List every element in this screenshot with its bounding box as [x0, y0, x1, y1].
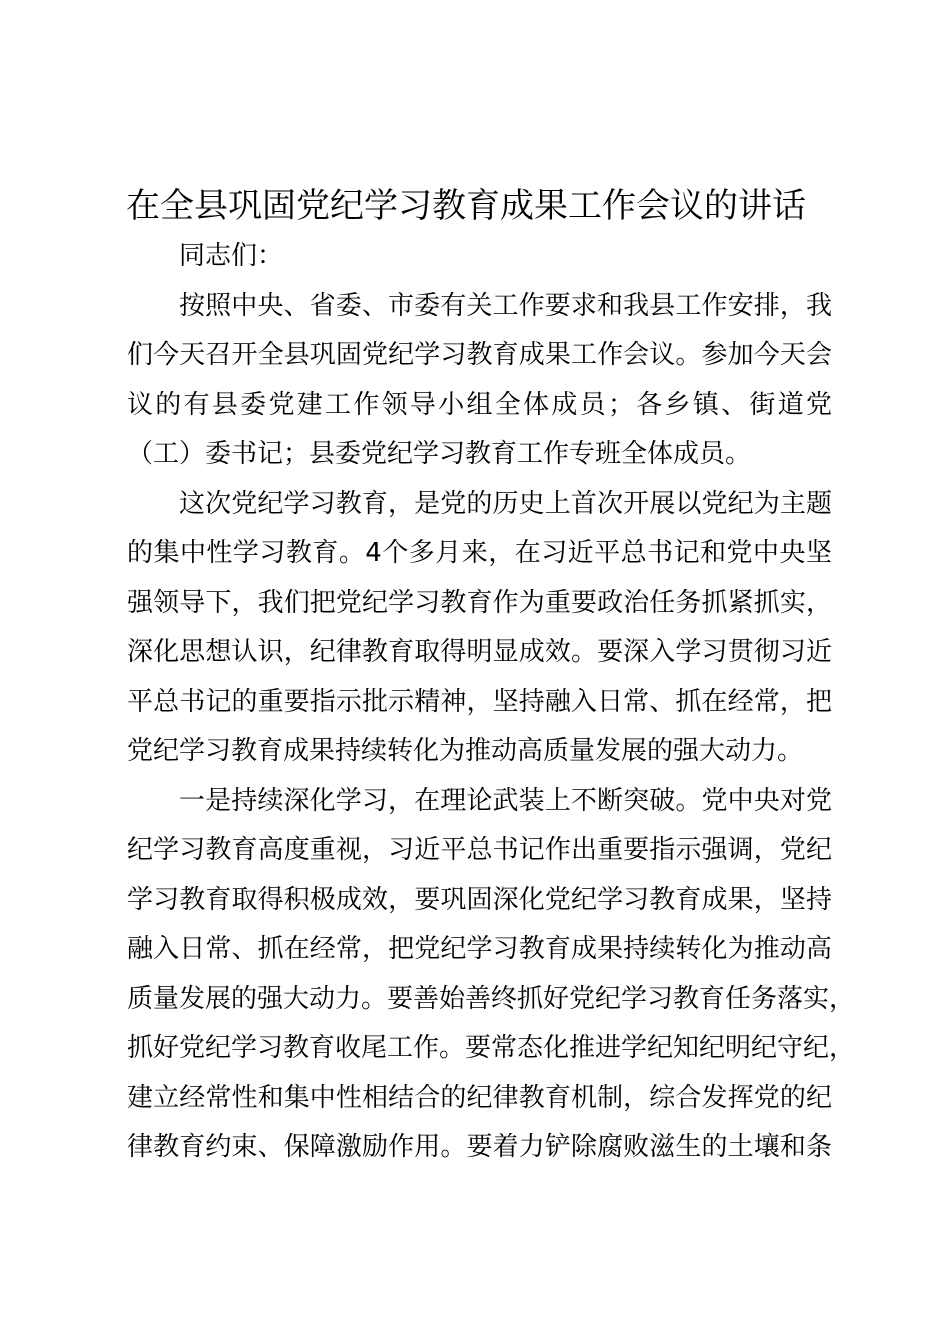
paragraph-line: 平总书记的重要指示批示精神，坚持融入日常、抓在经常，把 [127, 686, 832, 717]
paragraph-line: 融入日常、抓在经常，把党纪学习教育成果持续转化为推动高 [127, 934, 832, 964]
salutation-text: 同志们： [179, 241, 284, 271]
paragraph-line: 的集中性学习教育。4个多月来，在习近平总书记和党中央坚 [127, 538, 832, 568]
paragraph-line: 抓好党纪学习教育收尾工作。要常态化推进学纪知纪明纪守纪， [127, 1033, 856, 1063]
paragraph-line: 律教育约束、保障激励作用。要着力铲除腐败滋生的土壤和条 [127, 1132, 832, 1162]
paragraph-line: 质量发展的强大动力。要善始善终抓好党纪学习教育任务落实， [127, 983, 856, 1014]
paragraph-line: 这次党纪学习教育，是党的历史上首次开展以党纪为主题 [179, 488, 832, 519]
paragraph-1 [127, 282, 832, 480]
document-title: 在全县巩固党纪学习教育成果工作会议的讲话 [126, 186, 806, 226]
paragraph-line: 学习教育取得积极成效，要巩固深化党纪学习教育成果，坚持 [127, 884, 832, 915]
paragraph-line: 纪学习教育高度重视，习近平总书记作出重要指示强调，党纪 [127, 835, 832, 865]
paragraph-3 [127, 777, 856, 1173]
paragraph-line: （工）委书记；县委党纪学习教育工作专班全体成员。 [127, 439, 752, 469]
paragraph-2 [127, 480, 832, 777]
paragraph-line: 议的有县委党建工作领导小组全体成员；各乡镇、街道党 [127, 389, 832, 420]
paragraph-line: 一是持续深化学习，在理论武装上不断突破。党中央对党 [179, 785, 832, 816]
paragraph-line: 党纪学习教育成果持续转化为推动高质量发展的强大动力。 [127, 736, 804, 766]
paragraph-line: 深化思想认识，纪律教育取得明显成效。要深入学习贯彻习近 [127, 637, 832, 667]
paragraph-line: 按照中央、省委、市委有关工作要求和我县工作安排，我 [179, 290, 832, 321]
document-body [127, 232, 856, 1173]
paragraph-line: 强领导下，我们把党纪学习教育作为重要政治任务抓紧抓实， [127, 587, 832, 618]
paragraph-line: 建立经常性和集中性相结合的纪律教育机制，综合发挥党的纪 [127, 1082, 832, 1113]
paragraph-line: 们今天召开全县巩固党纪学习教育成果工作会议。参加今天会 [127, 340, 832, 370]
salutation [127, 232, 832, 282]
